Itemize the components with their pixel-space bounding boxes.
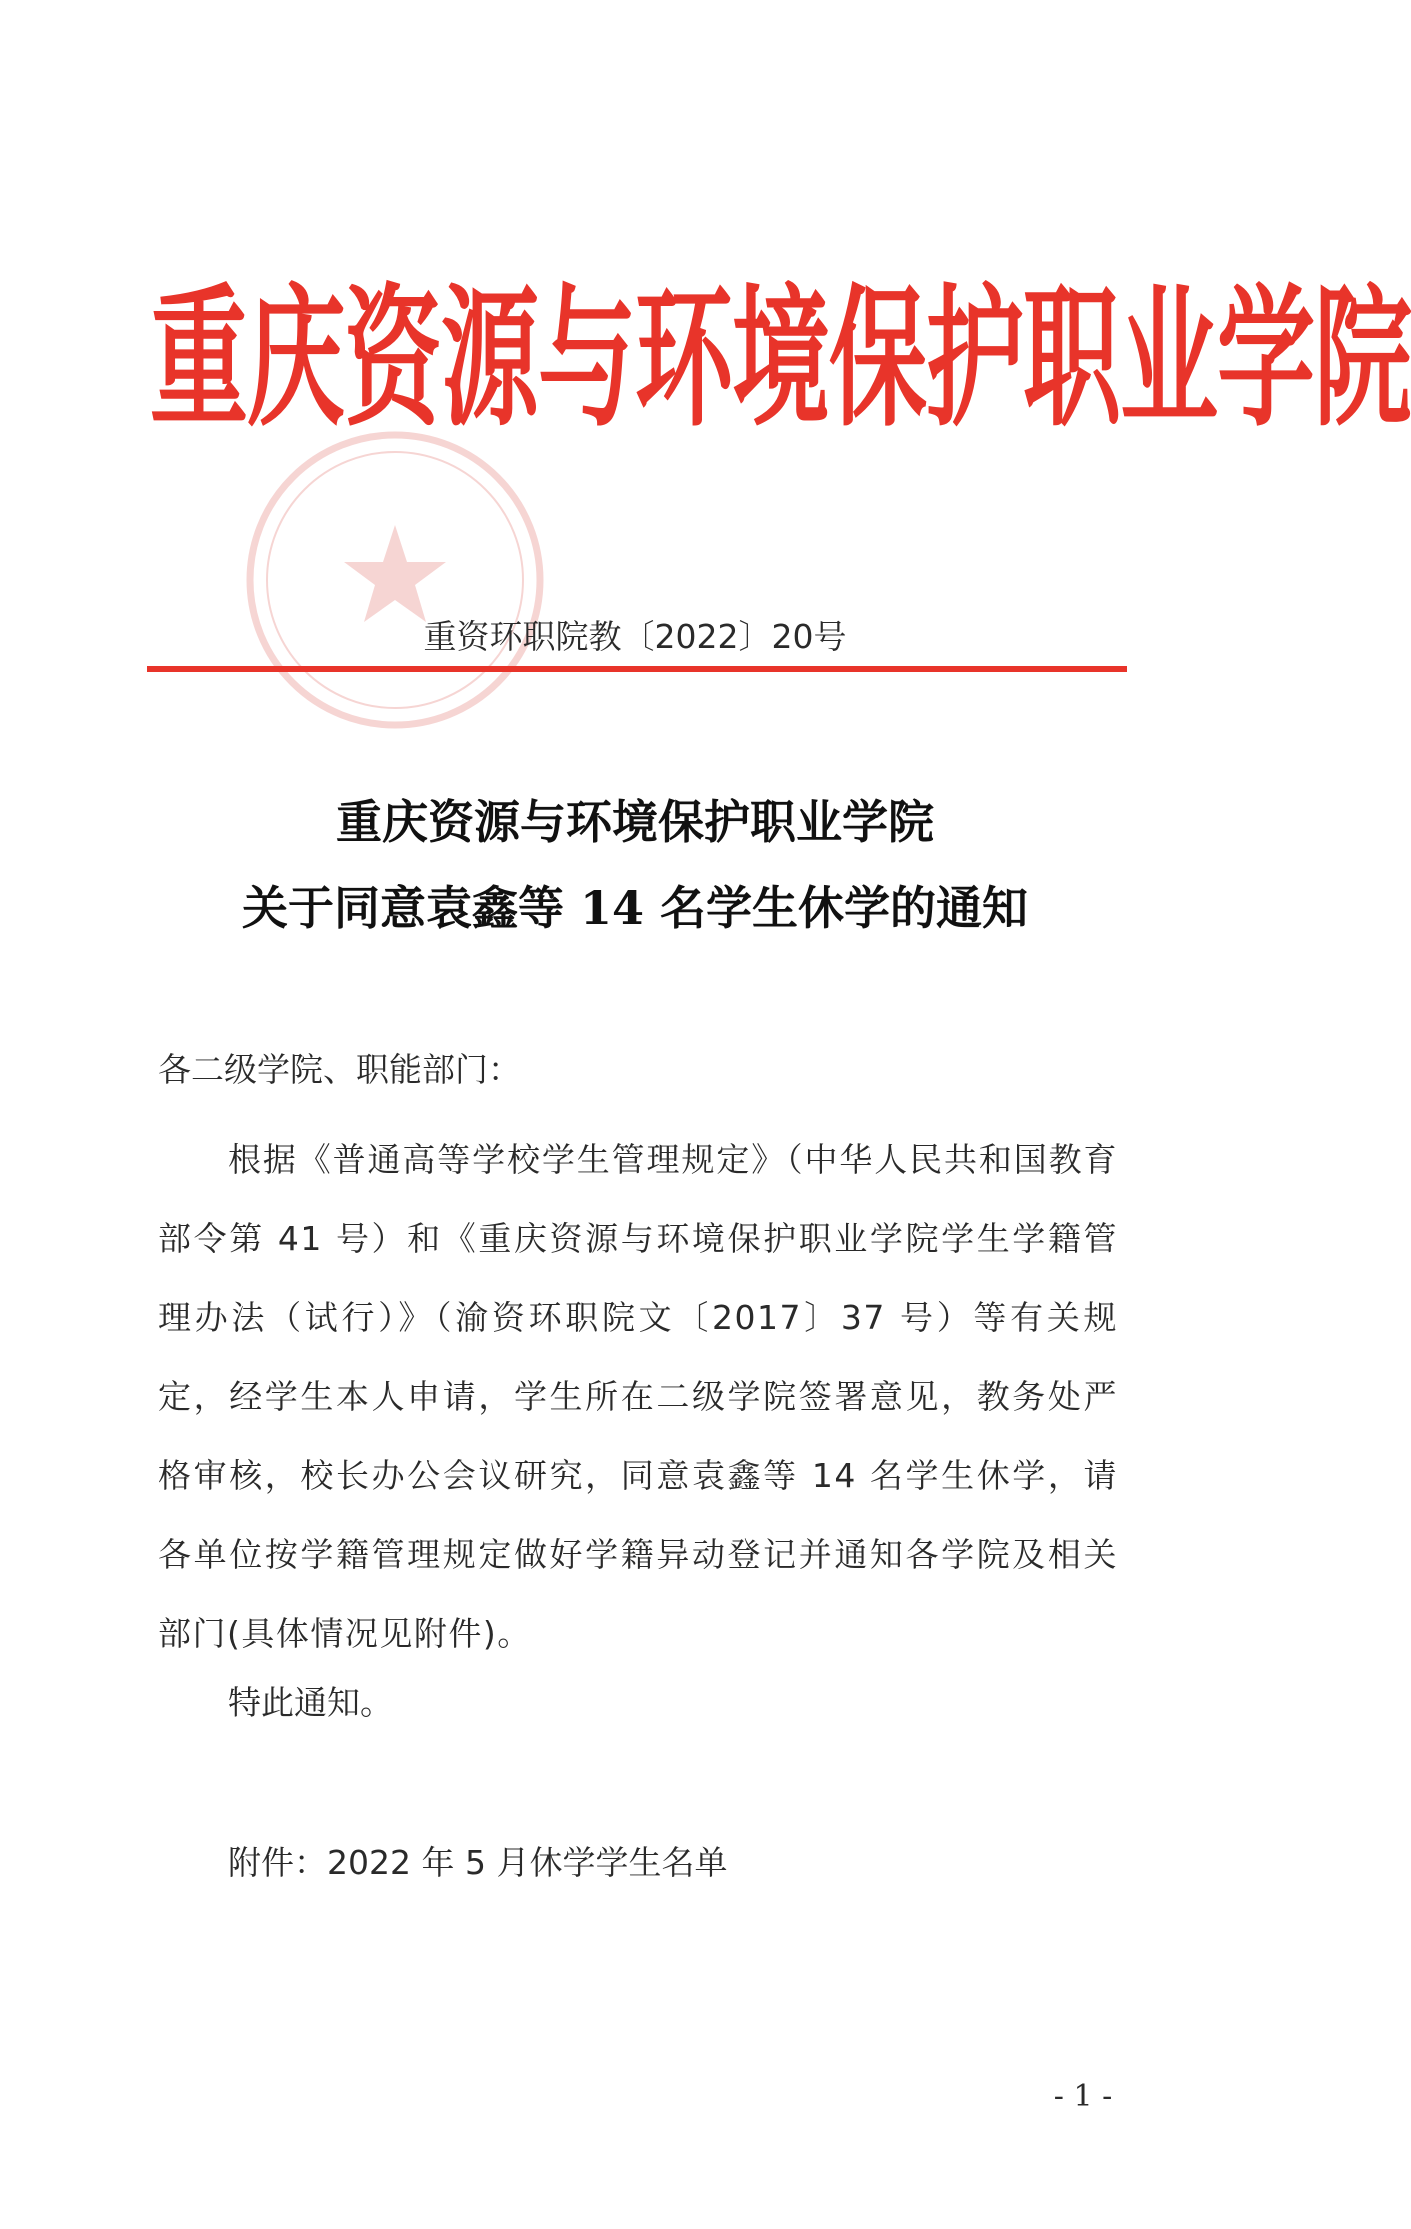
attachment-line: 附件：2022 年 5 月休学学生名单 [228, 1843, 728, 1882]
salutation: 各二级学院、职能部门： [158, 1050, 521, 1089]
closing-line: 特此通知。 [228, 1683, 393, 1722]
institution-masthead: 重庆资源与环境保护职业学院 [150, 270, 1411, 449]
notice-title-line2: 关于同意袁鑫等 14 名学生休学的通知 [241, 881, 1029, 935]
body-paragraph: 根据《普通高等学校学生管理规定》（中华人民共和国教育部令第 41 号）和《重庆资源与环境保护职业学院学生学籍管理办法（试行）》（渝资环职院文〔2017〕37 号）等有关规定，经学生本人申请，学生所在二级学院签署意见，教务处严格审核，校长办公会议研究，同意袁鑫等 14 名学生休学，请各单位按学籍管理规定做好学籍异动登记并通知各学院及相关部门(具体情况见附件)。 [158, 1140, 1118, 1653]
page-number: - 1 - [1053, 2079, 1113, 2114]
seal-star [344, 525, 446, 622]
document-number: 重资环职院教〔2022〕20号 [423, 617, 847, 656]
notice-title-line1: 重庆资源与环境保护职业学院 [336, 795, 934, 849]
red-divider-line [147, 666, 1127, 672]
